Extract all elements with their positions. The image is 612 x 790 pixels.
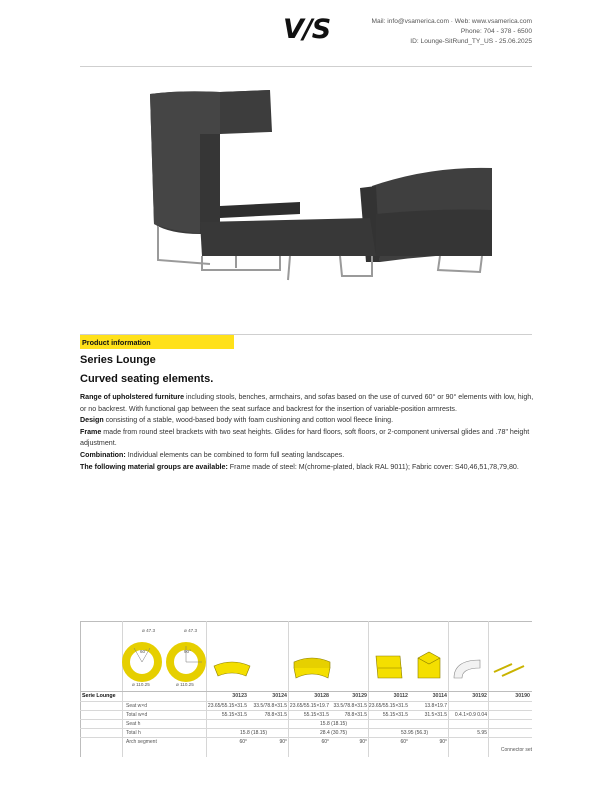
table-cell: 28.4 (30.75) bbox=[320, 730, 347, 736]
col-header: 30190 bbox=[515, 693, 530, 699]
label-combination: Combination: bbox=[80, 450, 126, 459]
table-cell: 53.95 (56.3) bbox=[401, 730, 428, 736]
product-title: Series Lounge bbox=[80, 354, 156, 366]
product-photo bbox=[140, 84, 500, 294]
col-header: 30124 bbox=[272, 693, 287, 699]
table-row bbox=[80, 701, 532, 710]
table-cell: 23.65/55.15×31.5 bbox=[207, 703, 247, 709]
table-cell: 78.8×31.5 bbox=[344, 712, 367, 718]
thumb-30128 bbox=[292, 656, 332, 682]
table-cell: 90° bbox=[279, 739, 287, 745]
col-header: 30129 bbox=[352, 693, 367, 699]
header-divider bbox=[80, 66, 532, 67]
col-header: 30192 bbox=[472, 693, 487, 699]
paragraph-materials bbox=[80, 462, 534, 474]
table-cell: 60° bbox=[400, 739, 408, 745]
table-row bbox=[80, 728, 532, 737]
table-cell: 5.95 bbox=[477, 730, 487, 736]
col-header: 30128 bbox=[314, 693, 329, 699]
table-cell: 55.15×31.5 bbox=[221, 712, 247, 718]
table-cell: 90° bbox=[359, 739, 367, 745]
row-label: Total w×d bbox=[126, 712, 148, 718]
contact-mail: Mail: info@vsamerica.com · Web: www.vsamerica.com bbox=[371, 18, 532, 25]
thumb-30112 bbox=[372, 652, 406, 682]
table-row bbox=[80, 737, 532, 746]
label-range: Range of upholstered furniture bbox=[80, 393, 185, 401]
connector-set-label: Connector set bbox=[500, 747, 532, 753]
thumb-30114 bbox=[414, 650, 444, 682]
diameter-label-2: ø 47.3 bbox=[184, 628, 198, 633]
section-tag: Product information bbox=[80, 335, 234, 349]
table-row bbox=[80, 719, 532, 728]
thumb-30192 bbox=[450, 656, 486, 682]
table-cell: 31.5×31.5 bbox=[424, 712, 447, 718]
product-description bbox=[80, 392, 534, 473]
text-combination: Individual elements can be combined to form full seating landscapes. bbox=[125, 450, 345, 459]
table-header-row bbox=[80, 691, 532, 700]
contact-phone: Phone: 704 - 378 - 6500 bbox=[460, 28, 532, 35]
diameter-label-1: ø 47.3 bbox=[142, 628, 156, 633]
table-cell: 15.8 (18.15) bbox=[240, 730, 267, 736]
thumb-30123 bbox=[212, 656, 252, 682]
table-cell: 55.15×31.5 bbox=[382, 712, 408, 718]
angle-label-90: 90° bbox=[184, 649, 191, 654]
table-cell: 33.5/78.8×31.5 bbox=[253, 703, 287, 709]
col-header: 30123 bbox=[232, 693, 247, 699]
table-cell: 23.65/55.15×19.7 bbox=[289, 703, 329, 709]
label-materials: The following material groups are available: bbox=[80, 462, 228, 471]
paragraph-design bbox=[80, 415, 534, 427]
document-id: ID: Lounge-SitRund_TY_US - 25.06.2025 bbox=[410, 38, 532, 45]
text-materials: Frame made of steel: M(chrome-plated, black RAL 9011); Fabric cover: S40,46,51,78,79,80. bbox=[227, 462, 519, 471]
product-subtitle: Curved seating elements. bbox=[80, 373, 214, 385]
table-cell: 90° bbox=[439, 739, 447, 745]
row-label: Seat h bbox=[126, 721, 141, 727]
label-design: Design bbox=[80, 416, 104, 425]
ring-dimension-diagram bbox=[122, 624, 206, 690]
col-header: 30112 bbox=[393, 693, 408, 699]
table-cell: 23.65/55.15×31.5 bbox=[368, 703, 408, 709]
table-cell: 60° bbox=[239, 739, 247, 745]
table-cell: 0.4.1×0.9 0.04 bbox=[454, 712, 487, 718]
col-header: 30114 bbox=[432, 693, 447, 699]
angle-label-60: 60° bbox=[140, 649, 147, 654]
text-range: including stools, benches, armchairs, and sofas based on the use of curved 60° or 90° elements with low, high, or no backrest. With functional gap between the seat surface and backrest for the insertion of variable-position armrests. bbox=[80, 393, 534, 413]
table-cell: 33.5/78.8×31.5 bbox=[333, 703, 367, 709]
series-name: Serie Lounge bbox=[82, 693, 116, 699]
row-label: Total h bbox=[126, 730, 141, 736]
diameter-label-4: ø 110.25 bbox=[176, 682, 194, 687]
row-label: Arch segment bbox=[126, 739, 157, 745]
paragraph-combination bbox=[80, 450, 534, 462]
table-cell: 13.8×19.7 bbox=[424, 703, 447, 709]
text-design: consisting of a stable, wood-based body with foam cushioning and cotton wool fleece lining. bbox=[103, 416, 394, 425]
contact-block bbox=[372, 17, 532, 47]
paragraph-range bbox=[80, 392, 534, 415]
text-frame: made from round steel brackets with two seat heights. Glides for hard floors, soft floors, or 2-component universal glides and .78" height adjustment. bbox=[80, 427, 530, 448]
table-cell: 60° bbox=[321, 739, 329, 745]
table-cell: 78.8×31.5 bbox=[264, 712, 287, 718]
thumb-30190 bbox=[492, 660, 528, 680]
vs-logo: V/S bbox=[283, 14, 331, 45]
table-cell: 55.15×31.5 bbox=[303, 712, 329, 718]
diameter-label-3: ø 110.25 bbox=[132, 682, 150, 687]
paragraph-frame bbox=[80, 427, 534, 450]
label-frame: Frame bbox=[80, 427, 102, 436]
table-row bbox=[80, 710, 532, 719]
table-cell: 15.8 (18.15) bbox=[320, 721, 347, 727]
row-label: Seat w×d bbox=[126, 703, 147, 709]
